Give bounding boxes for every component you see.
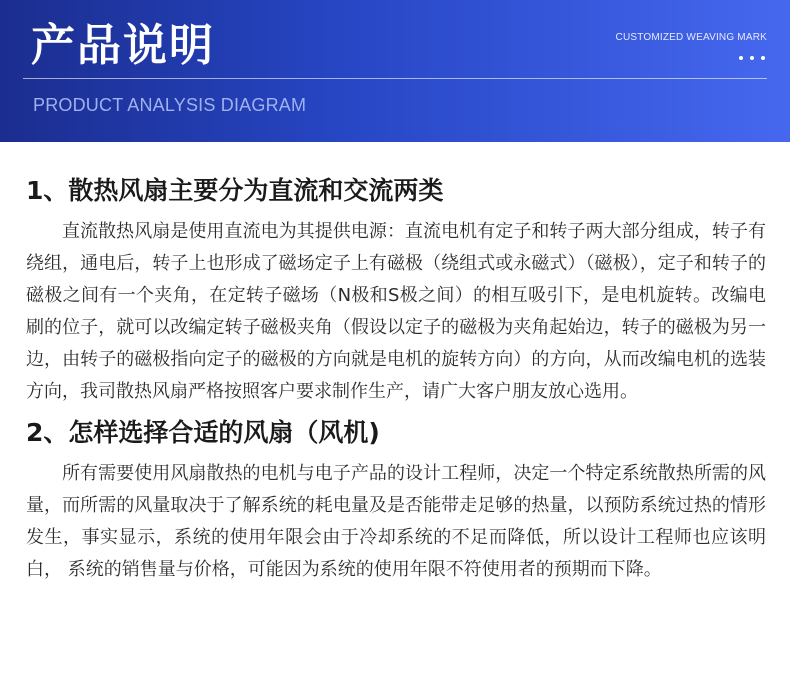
- section-paragraph-1: 直流散热风扇是使用直流电为其提供电源：直流电机有定子和转子两大部分组成，转子有绕组，通电后，转子上也形成了磁场定子上有磁极（绕组式或永磁式）（磁极），定子和转子的磁极之间有一个夹角，在定转子磁场（N极和S极之间）的相互吸引下，是电机旋转。改编电刷的位子，就可以改编定转子磁极夹角（假设以定子的磁极为夹角起始边，转子的磁极为另一边，由转子的磁极指向定子的磁极的方向就是电机的旋转方向）的方向，从而改编电机的选装方向，我司散热风扇严格按照客户要求制作生产，请广大客户朋友放心选用。: [26, 221, 766, 402]
- header-divider: [23, 78, 767, 79]
- section-heading-2: 2、怎样选择合适的风扇（风机): [26, 418, 380, 447]
- section-heading-1: 1、散热风扇主要分为直流和交流两类: [26, 176, 444, 205]
- dot: [761, 56, 765, 60]
- dot: [750, 56, 754, 60]
- page-subtitle: PRODUCT ANALYSIS DIAGRAM: [33, 95, 307, 115]
- dot: [739, 56, 743, 60]
- dots-decoration: [739, 56, 765, 60]
- page-title: 产品说明: [31, 20, 215, 71]
- brand-tagline: CUSTOMIZED WEAVING MARK: [615, 32, 767, 43]
- header-banner: [0, 0, 790, 142]
- article-body: [0, 174, 790, 586]
- section-paragraph-2: 所有需要使用风扇散热的电机与电子产品的设计工程师，决定一个特定系统散热所需的风量，而所需的风量取决于了解系统的耗电量及是否能带走足够的热量，以预防系统过热的情形发生，事实显示，系统的使用年限会由于冷却系统的不足而降低，所以设计工程师也应该明白， 系统的销售量与价格，可能因为系统的使用年限不符使用者的预期而下降。: [26, 463, 766, 580]
